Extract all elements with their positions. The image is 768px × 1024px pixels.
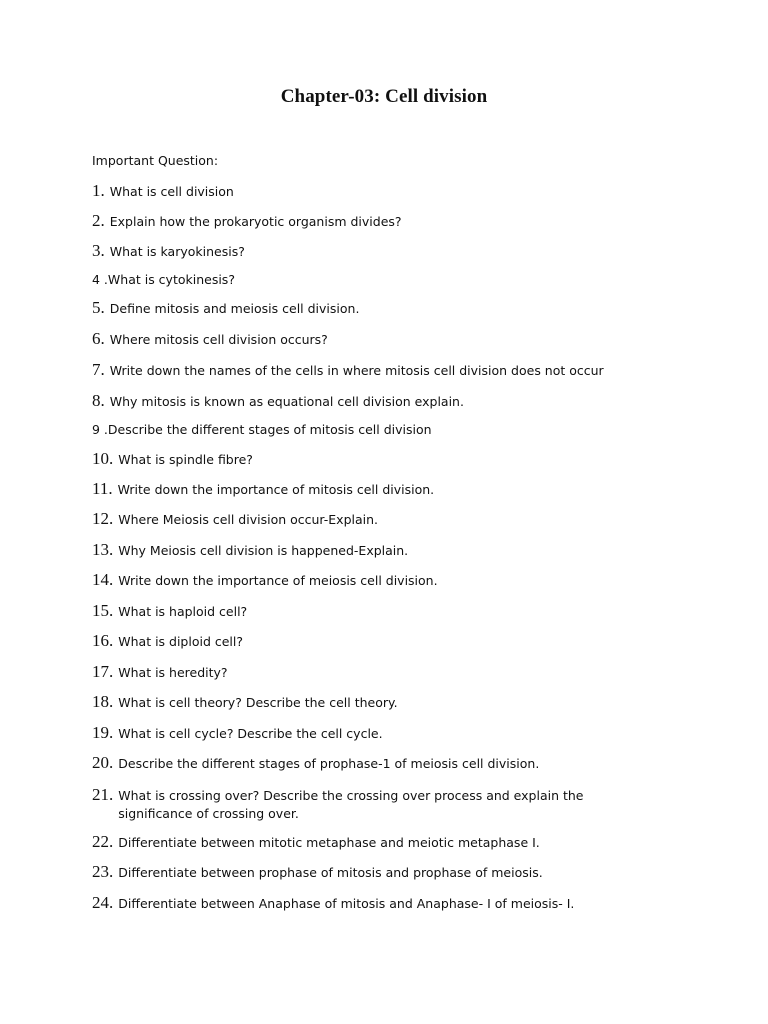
question-text: Differentiate between prophase of mitosis and prophase of meiosis. [118,865,543,880]
question-item [92,449,652,469]
question-number: 10. [92,449,114,468]
question-item [92,479,652,499]
question-item [92,753,652,773]
question-text: Write down the importance of meiosis cell division. [118,573,438,588]
question-text: Where Meiosis cell division occur-Explain. [118,512,379,527]
question-text: What is cell cycle? Describe the cell cycle. [118,726,383,741]
question-number: 7. [92,360,105,379]
question-item [92,540,652,560]
question-number: 11. [92,479,113,498]
question-text: Why Meiosis cell division is happened-Explain. [118,543,409,558]
question-text: Describe the different stages of mitosis cell division [107,422,432,437]
question-item [92,329,652,349]
question-text: Write down the importance of mitosis cell division. [117,482,435,497]
question-item [92,391,652,411]
question-item [92,692,652,712]
question-item [92,272,652,287]
question-number: 5. [92,298,105,317]
question-text: Why mitosis is known as equational cell division explain. [109,394,464,409]
question-number: 16. [92,631,114,650]
question-item [92,862,652,882]
question-number: 1. [92,181,105,200]
question-item [92,662,652,682]
question-item [92,832,652,852]
question-item [92,601,652,621]
question-text: What is haploid cell? [118,604,248,619]
question-text: What is diploid cell? [118,634,244,649]
question-text: What is cell theory? Describe the cell theory. [118,695,398,710]
question-item [92,631,652,651]
question-number: 4 . [92,272,108,287]
question-number: 20. [92,753,114,772]
question-text: Where mitosis cell division occurs? [109,332,328,347]
question-text: What is karyokinesis? [109,244,245,259]
question-text: Differentiate between Anaphase of mitosis and Anaphase- I of meiosis- I. [118,896,575,911]
question-item [92,241,652,261]
question-number: 22. [92,832,114,851]
question-item [92,422,652,437]
question-number: 23. [92,862,114,881]
question-number: 9 . [92,422,108,437]
question-item [92,211,652,231]
page-title: Chapter-03: Cell division [280,86,488,107]
question-item [92,893,652,913]
question-number: 14. [92,570,114,589]
question-text: Differentiate between mitotic metaphase and meiotic metaphase I. [118,835,540,850]
question-number: 3. [92,241,105,260]
section-heading: Important Question: [92,153,219,168]
question-item [92,570,652,590]
question-item [92,509,652,529]
question-item [92,298,652,318]
question-text: Describe the different stages of prophase-1 of meiosis cell division. [118,756,540,771]
question-number: 15. [92,601,114,620]
question-number: 17. [92,662,114,681]
question-text: What is crossing over? Describe the crossing over process and explain the significance of crossing over. [118,788,584,821]
question-number: 21. [92,785,114,804]
question-number: 8. [92,391,105,410]
question-text: What is cell division [109,184,234,199]
question-number: 18. [92,692,114,711]
question-text: What is heredity? [118,665,228,680]
question-item [92,785,652,823]
question-number: 19. [92,723,114,742]
question-text: What is cytokinesis? [107,272,235,287]
question-text: Explain how the prokaryotic organism divides? [109,214,402,229]
question-number: 24. [92,893,114,912]
question-item [92,723,652,743]
question-text: What is spindle fibre? [118,452,253,467]
question-number: 13. [92,540,114,559]
question-number: 2. [92,211,105,230]
question-number: 6. [92,329,105,348]
question-item [92,360,652,380]
question-item [92,181,652,201]
question-text: Write down the names of the cells in where mitosis cell division does not occur [109,363,604,378]
question-number: 12. [92,509,114,528]
question-text: Define mitosis and meiosis cell division. [109,301,360,316]
